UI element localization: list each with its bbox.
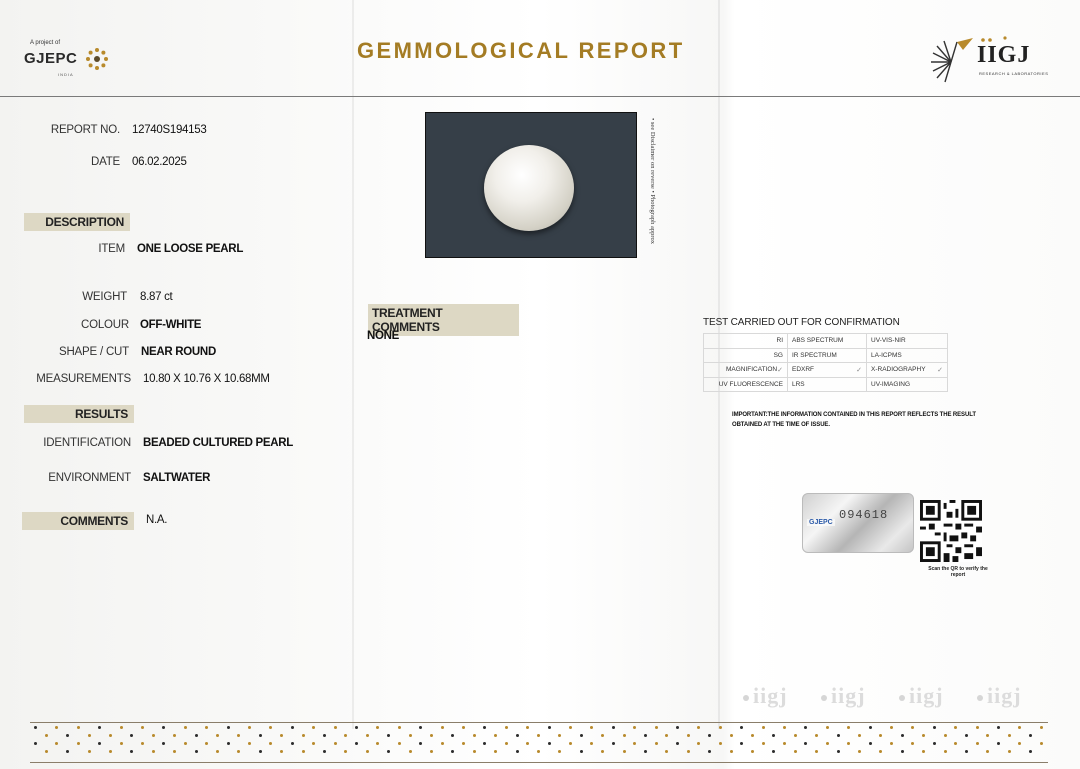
starburst-icon (927, 36, 975, 84)
sparkle-dot (344, 750, 347, 753)
sparkle-dot (794, 734, 797, 737)
sparkle-dot (762, 726, 765, 729)
sparkle-dot (1018, 726, 1021, 729)
sparkle-dot (462, 742, 465, 745)
sparkle-dot (419, 726, 422, 729)
test-cell-checked (867, 363, 948, 378)
sparkle-dot (55, 726, 58, 729)
sparkle-dot (173, 734, 176, 737)
sparkle-dot (237, 750, 240, 753)
sparkle-dot (601, 750, 604, 753)
sparkle-dot (986, 750, 989, 753)
sparkle-dot (815, 750, 818, 753)
sparkle-dot (248, 726, 251, 729)
sparkle-dot (120, 742, 123, 745)
watermark-icon (899, 695, 905, 701)
test-cell: RI (704, 334, 788, 349)
sparkle-dot (77, 726, 80, 729)
sparkle-dot (548, 726, 551, 729)
sparkle-dot (269, 726, 272, 729)
sparkle-dot (398, 726, 401, 729)
sparkle-dot (911, 726, 914, 729)
sparkle-dot (312, 726, 315, 729)
sparkle-dot (922, 734, 925, 737)
sparkle-dot (837, 734, 840, 737)
sparkle-dot (1008, 734, 1011, 737)
sparkle-dot (965, 750, 968, 753)
test-cell: UV FLUORESCENCE (704, 377, 788, 392)
qr-code-icon[interactable] (920, 500, 982, 562)
iigj-logo-text: IIGJ (977, 42, 1031, 68)
sparkle-dot (954, 742, 957, 745)
sparkle-dot (772, 750, 775, 753)
item-value: ONE LOOSE PEARL (137, 243, 244, 255)
watermark-icon (743, 695, 749, 701)
important-note: IMPORTANT:THE INFORMATION CONTAINED IN THIS REPORT REFLECTS THE RESULT OBTAINED AT THE TIME OF ISSUE. (732, 412, 976, 428)
sparkle-dot (601, 734, 604, 737)
sparkle-dot (302, 734, 305, 737)
sparkle-dot (441, 742, 444, 745)
watermark: iigj (899, 683, 944, 709)
sparkle-dot (783, 742, 786, 745)
sparkle-dot (516, 734, 519, 737)
measurements-value: 10.80 X 10.76 X 10.68MM (143, 373, 270, 385)
sparkle-dot (483, 726, 486, 729)
sparkle-dot (195, 750, 198, 753)
pearl-image (484, 145, 574, 231)
sparkle-dot (387, 750, 390, 753)
sparkle-dot (173, 750, 176, 753)
sparkle-dot (1040, 742, 1043, 745)
environment-label: ENVIRONMENT (48, 472, 131, 484)
sparkle-dot (783, 726, 786, 729)
sparkle-dot (890, 726, 893, 729)
sparkle-dot (804, 726, 807, 729)
sparkle-dot (55, 742, 58, 745)
sparkle-dot (334, 742, 337, 745)
sparkle-dot (740, 742, 743, 745)
sparkle-dot (612, 726, 615, 729)
iigj-logo (927, 36, 1057, 86)
date-value: 06.02.2025 (132, 156, 187, 168)
sparkle-dot (612, 742, 615, 745)
sparkle-dot (98, 726, 101, 729)
hologram-tag: GJEPC (809, 519, 833, 526)
sparkle-dot (462, 726, 465, 729)
sparkle-dot (141, 726, 144, 729)
sparkle-dot (655, 726, 658, 729)
sparkle-dot (933, 726, 936, 729)
sparkle-dot (323, 734, 326, 737)
sparkle-dot (494, 750, 497, 753)
sparkle-dot (676, 742, 679, 745)
sparkle-dot (879, 750, 882, 753)
watermark: iigj (743, 683, 788, 709)
shape-cut-label: SHAPE / CUT (58, 346, 129, 358)
sparkle-dot (837, 750, 840, 753)
sparkle-dot (355, 726, 358, 729)
sparkle-dot (152, 750, 155, 753)
sparkle-dot (130, 734, 133, 737)
test-cell: LA-ICPMS (867, 348, 948, 363)
sparkle-dot (34, 726, 37, 729)
sparkle-dot (34, 742, 37, 745)
sparkle-dot (141, 742, 144, 745)
sparkle-dot (120, 726, 123, 729)
table-row (704, 377, 948, 392)
sparkle-dot (944, 734, 947, 737)
hologram-number: 094618 (839, 508, 889, 522)
sparkle-dot (580, 734, 583, 737)
sparkle-dot (248, 742, 251, 745)
sparkle-dot (269, 742, 272, 745)
sparkle-dot (665, 750, 668, 753)
sparkle-dot (451, 734, 454, 737)
sparkle-dot (815, 734, 818, 737)
sparkle-dot (109, 750, 112, 753)
sparkle-dot (537, 750, 540, 753)
sparkle-dot (451, 750, 454, 753)
sparkle-dot (1029, 750, 1032, 753)
sparkle-dot (323, 750, 326, 753)
sparkle-dot (366, 734, 369, 737)
sparkle-dot (280, 750, 283, 753)
sparkle-dot (430, 734, 433, 737)
sparkle-dot (965, 734, 968, 737)
sparkle-dot (708, 750, 711, 753)
test-cell: UV-IMAGING (867, 377, 948, 392)
report-no-value: 12740S194153 (132, 124, 207, 136)
sparkle-dot (644, 734, 647, 737)
sparkle-dot (719, 726, 722, 729)
sparkle-dot (376, 726, 379, 729)
item-label: ITEM (98, 243, 125, 255)
sparkle-dot (826, 726, 829, 729)
sparkle-dot (88, 750, 91, 753)
sparkle-dot (66, 734, 69, 737)
sparkle-dot (901, 734, 904, 737)
sparkle-dot (730, 734, 733, 737)
fold-line (352, 0, 354, 729)
sparkle-dot (730, 750, 733, 753)
sparkle-dot (419, 742, 422, 745)
table-row (704, 348, 948, 363)
sparkle-dot (355, 742, 358, 745)
sparkle-dot (558, 750, 561, 753)
photo-disclaimer (646, 118, 660, 268)
sparkle-dot (569, 742, 572, 745)
sparkle-dot (483, 742, 486, 745)
sparkle-dot (152, 734, 155, 737)
sparkle-dot (205, 726, 208, 729)
sparkle-dot (473, 734, 476, 737)
sparkle-dot (227, 726, 230, 729)
sparkle-dot (184, 742, 187, 745)
sparkle-dot (505, 726, 508, 729)
sparkle-dot (623, 750, 626, 753)
sparkle-dot (922, 750, 925, 753)
test-cell: SG (704, 348, 788, 363)
sparkle-dot (558, 734, 561, 737)
tests-title: TEST CARRIED OUT FOR CONFIRMATION (703, 317, 900, 328)
sparkle-dot (505, 742, 508, 745)
shape-cut-value: NEAR ROUND (141, 346, 216, 358)
sparkle-dot (291, 726, 294, 729)
identification-value: BEADED CULTURED PEARL (143, 437, 294, 449)
sparkle-dot (334, 726, 337, 729)
header-divider (0, 96, 1080, 97)
sparkle-dot (954, 726, 957, 729)
sparkle-dot (88, 734, 91, 737)
measurements-label: MEASUREMENTS (36, 373, 131, 385)
sparkle-dot (227, 742, 230, 745)
sparkle-dot (45, 734, 48, 737)
sparkle-dot (548, 742, 551, 745)
sparkle-dot (901, 750, 904, 753)
results-heading: RESULTS (24, 405, 134, 423)
sparkle-dot (890, 742, 893, 745)
test-cell-checked (788, 363, 867, 378)
sparkle-dot (751, 734, 754, 737)
treatment-heading: TREATMENT COMMENTS (368, 304, 519, 336)
identification-label: IDENTIFICATION (43, 437, 131, 449)
sparkle-dot (66, 750, 69, 753)
sparkle-dot (280, 734, 283, 737)
sparkle-dot (216, 734, 219, 737)
test-cell: UV-VIS-NIR (867, 334, 948, 349)
photo-disclaimer-text: • see Disclaimer on reverse • Photograph approx (649, 118, 656, 245)
watermark-icon (977, 695, 983, 701)
sparkle-dot (259, 750, 262, 753)
test-label: MAGNIFICATION (725, 365, 778, 373)
gjepc-logo-text: GJEPC (24, 50, 78, 68)
table-row (704, 363, 948, 378)
sparkle-dot (409, 734, 412, 737)
report-title: GEMMOLOGICAL REPORT (357, 38, 685, 63)
sparkle-dot (858, 750, 861, 753)
sparkle-dot (537, 734, 540, 737)
sparkle-dot (858, 734, 861, 737)
gjepc-logo (24, 40, 110, 77)
sparkle-dot (751, 750, 754, 753)
sparkle-dot (259, 734, 262, 737)
sparkle-dot (687, 750, 690, 753)
environment-value: SALTWATER (143, 472, 211, 484)
tests-table (703, 333, 948, 392)
sparkle-dot (976, 726, 979, 729)
sparkle-dot (976, 742, 979, 745)
check-icon: ✓ (777, 366, 783, 374)
sparkle-dot (302, 750, 305, 753)
colour-value: OFF-WHITE (140, 319, 202, 331)
sparkle-dot (665, 734, 668, 737)
weight-value: 8.87 ct (140, 291, 173, 303)
sparkle-dot (697, 726, 700, 729)
gjepc-logo-sub: INDIA (58, 72, 74, 77)
sparkle-dot (719, 742, 722, 745)
sparkle-dot (1018, 742, 1021, 745)
sparkle-dot (804, 742, 807, 745)
watermark: iigj (977, 683, 1022, 709)
test-cell-checked (704, 363, 788, 378)
sparkle-dot (398, 742, 401, 745)
sparkle-dot (676, 726, 679, 729)
sparkle-dot (590, 742, 593, 745)
project-of-text: A project of (30, 40, 61, 46)
sparkle-dot (184, 726, 187, 729)
sparkle-dot (312, 742, 315, 745)
sparkle-dot (623, 734, 626, 737)
sparkle-dot (826, 742, 829, 745)
sparkle-dot (740, 726, 743, 729)
sparkle-dot (130, 750, 133, 753)
sparkle-dot (644, 750, 647, 753)
sparkle-dot (98, 742, 101, 745)
sparkle-dot (879, 734, 882, 737)
sparkle-dot (697, 742, 700, 745)
sparkle-dot (708, 734, 711, 737)
sparkle-dot (205, 742, 208, 745)
sparkle-dot (387, 734, 390, 737)
sparkle-dot (1040, 726, 1043, 729)
sparkle-dot (109, 734, 112, 737)
sparkle-dot (847, 742, 850, 745)
sparkle-dot (162, 742, 165, 745)
sparkle-dot (997, 742, 1000, 745)
sparkle-dot (569, 726, 572, 729)
date-label: DATE (90, 156, 120, 168)
sparkle-dot (1029, 734, 1032, 737)
sparkle-dot (344, 734, 347, 737)
weight-label: WEIGHT (82, 291, 127, 303)
sparkle-dot (997, 726, 1000, 729)
check-icon: ✓ (856, 366, 862, 374)
sparkle-dot (590, 726, 593, 729)
comments-value: N.A. (146, 514, 168, 526)
sparkle-dot (633, 726, 636, 729)
description-heading: DESCRIPTION (24, 213, 130, 231)
table-row (704, 334, 948, 349)
sparkle-dot (162, 726, 165, 729)
sparkle-dot (911, 742, 914, 745)
sparkle-dot (633, 742, 636, 745)
border-line (30, 762, 1048, 763)
test-cell: ABS SPECTRUM (788, 334, 867, 349)
pearl-photograph (425, 112, 637, 258)
sparkle-dot (376, 742, 379, 745)
comments-heading: COMMENTS (22, 512, 134, 530)
sparkle-dot (762, 742, 765, 745)
sparkle-dot (869, 726, 872, 729)
sparkle-dot (772, 734, 775, 737)
sparkle-dot (45, 750, 48, 753)
sparkle-dot (366, 750, 369, 753)
stars-icon (979, 36, 1009, 44)
iigj-logo-sub: RESEARCH & LABORATORIES (979, 71, 1049, 76)
sparkle-dot (526, 726, 529, 729)
sunburst-icon (84, 46, 110, 72)
decorative-border (26, 718, 1048, 762)
colour-label: COLOUR (80, 319, 129, 331)
check-icon: ✓ (937, 366, 943, 374)
watermark-icon (821, 695, 827, 701)
sparkle-dot (687, 734, 690, 737)
sparkle-dot (986, 734, 989, 737)
sparkle-dot (441, 726, 444, 729)
sparkle-dot (933, 742, 936, 745)
sparkle-dot (77, 742, 80, 745)
treatment-value: NONE (367, 330, 400, 342)
sparkle-dot (291, 742, 294, 745)
test-label: EDXRF (792, 365, 815, 373)
test-label: X-RADIOGRAPHY (871, 365, 926, 373)
sparkle-dot (580, 750, 583, 753)
sparkle-dot (237, 734, 240, 737)
qr-caption: Scan the QR to verify the report (928, 566, 988, 578)
sparkle-dot (473, 750, 476, 753)
sparkle-dot (526, 742, 529, 745)
sparkle-dot (516, 750, 519, 753)
hologram-sticker (802, 493, 914, 553)
sparkle-dot (944, 750, 947, 753)
sparkle-dot (869, 742, 872, 745)
sparkle-dot (409, 750, 412, 753)
sparkle-dot (430, 750, 433, 753)
test-cell: IR SPECTRUM (788, 348, 867, 363)
test-cell: LRS (788, 377, 867, 392)
sparkle-dot (195, 734, 198, 737)
watermark-row (743, 683, 1053, 713)
sparkle-dot (1008, 750, 1011, 753)
sparkle-dot (655, 742, 658, 745)
sparkle-dot (794, 750, 797, 753)
report-no-label: REPORT NO. (50, 124, 120, 136)
sparkle-dot (847, 726, 850, 729)
sparkle-dot (216, 750, 219, 753)
sparkle-dot (494, 734, 497, 737)
watermark: iigj (821, 683, 866, 709)
